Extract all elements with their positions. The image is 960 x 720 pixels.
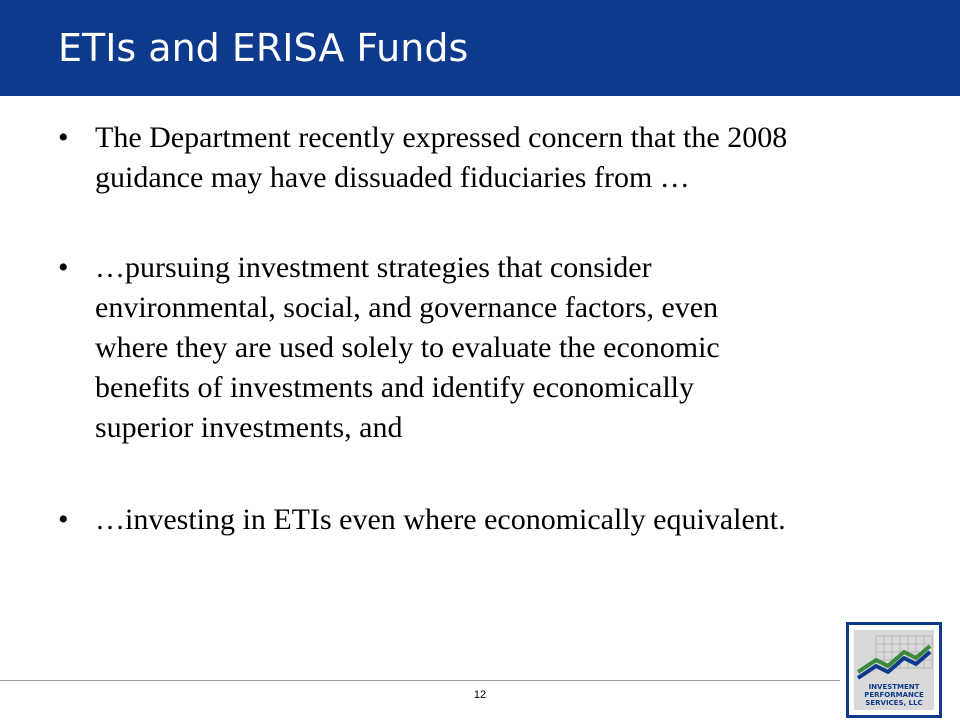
logo-chart-icon: [854, 630, 934, 680]
bullet-marker: •: [58, 503, 69, 536]
bullet-line: environmental, social, and governance factors, even: [95, 291, 719, 324]
company-logo: [846, 622, 942, 718]
page-number: 12: [473, 689, 487, 701]
bullet-line: benefits of investments and identify economically: [95, 371, 695, 404]
bullet-line: guidance may have dissuaded fiduciaries from …: [95, 161, 690, 194]
bullet-line: …pursuing investment strategies that consider: [95, 251, 652, 284]
title-bar: [0, 0, 960, 96]
bullet-text: [95, 118, 910, 198]
logo-text-line: SERVICES, LLC: [865, 699, 923, 707]
bullet-line: …investing in ETIs even where economically equivalent.: [95, 503, 786, 536]
footer-divider: [0, 680, 840, 681]
bullet-marker: •: [58, 121, 69, 154]
bullet-text: [95, 500, 910, 540]
bullet-text: [95, 248, 910, 448]
bullet-line: where they are used solely to evaluate the economic: [95, 331, 720, 364]
logo-panel: [854, 630, 934, 710]
logo-text-line: PERFORMANCE: [864, 691, 924, 699]
slide-title: ETIs and ERISA Funds: [58, 26, 469, 70]
bullet-line: The Department recently expressed concern that the 2008: [95, 121, 788, 154]
bullet-marker: •: [58, 251, 69, 284]
bullet-line: superior investments, and: [95, 411, 403, 444]
logo-text-line: INVESTMENT: [868, 683, 920, 691]
